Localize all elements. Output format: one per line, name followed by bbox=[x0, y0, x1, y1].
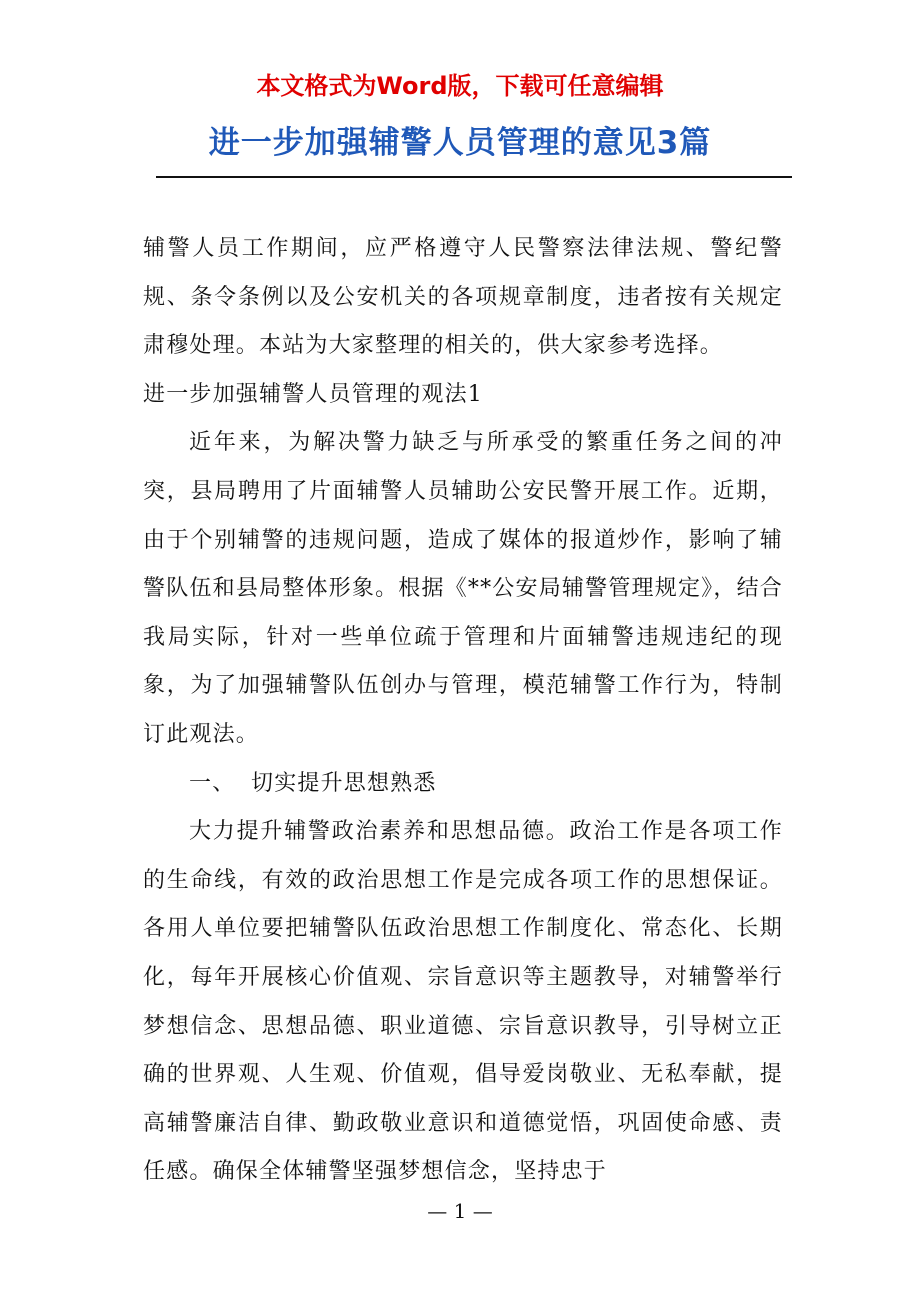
paragraph-background: 近年来，为解决警力缺乏与所承受的繁重任务之间的冲突，县局聘用了片面辅警人员辅助公安民警开展工作。近期，由于个别辅警的违规问题，造成了媒体的报道炒作，影响了辅警队伍和县局整体形象。根据《**公安局辅警管理规定》，结合我局实际，针对一些单位疏于管理和片面辅警违规违纪的现象，为了加强辅警队伍创办与管理，模范辅警工作行为，特制订此观法。 bbox=[143, 430, 783, 747]
section-number: 一、 bbox=[189, 770, 236, 796]
paragraph-ideology: 大力提升辅警政治素养和思想品德。政治工作是各项工作的生命线，有效的政治思想工作是完成各项工作的思想保证。各用人单位要把辅警队伍政治思想工作制度化、常态化、长期化，每年开展核心价值观、宗旨意识等主题教导，对辅警举行梦想信念、思想品德、职业道德、宗旨意识教导，引导树立正确的世界观、人生观、价值观，倡导爱岗敬业、无私奉献，提高辅警廉洁自律、勤政敬业意识和道德觉悟，巩固使命感、责任感。确保全体辅警坚强梦想信念，坚持忠于 bbox=[143, 819, 783, 1185]
page-number: — 1 — bbox=[427, 1199, 493, 1223]
title-divider bbox=[156, 176, 792, 178]
format-notice: 本文格式为Word版，下载可任意编辑 bbox=[256, 72, 664, 100]
section-heading bbox=[143, 760, 783, 809]
section-subtitle: 进一步加强辅警人员管理的观法1 bbox=[143, 381, 483, 407]
document-body bbox=[143, 225, 783, 1197]
section-heading-text: 切实提升思想熟悉 bbox=[251, 770, 437, 796]
document-title: 进一步加强辅警人员管理的意见3篇 bbox=[208, 125, 712, 161]
intro-paragraph: 辅警人员工作期间，应严格遵守人民警察法律法规、警纪警规、条令条例以及公安机关的各项规章制度，违者按有关规定肃穆处理。本站为大家整理的相关的，供大家参考选择。 bbox=[143, 236, 783, 359]
